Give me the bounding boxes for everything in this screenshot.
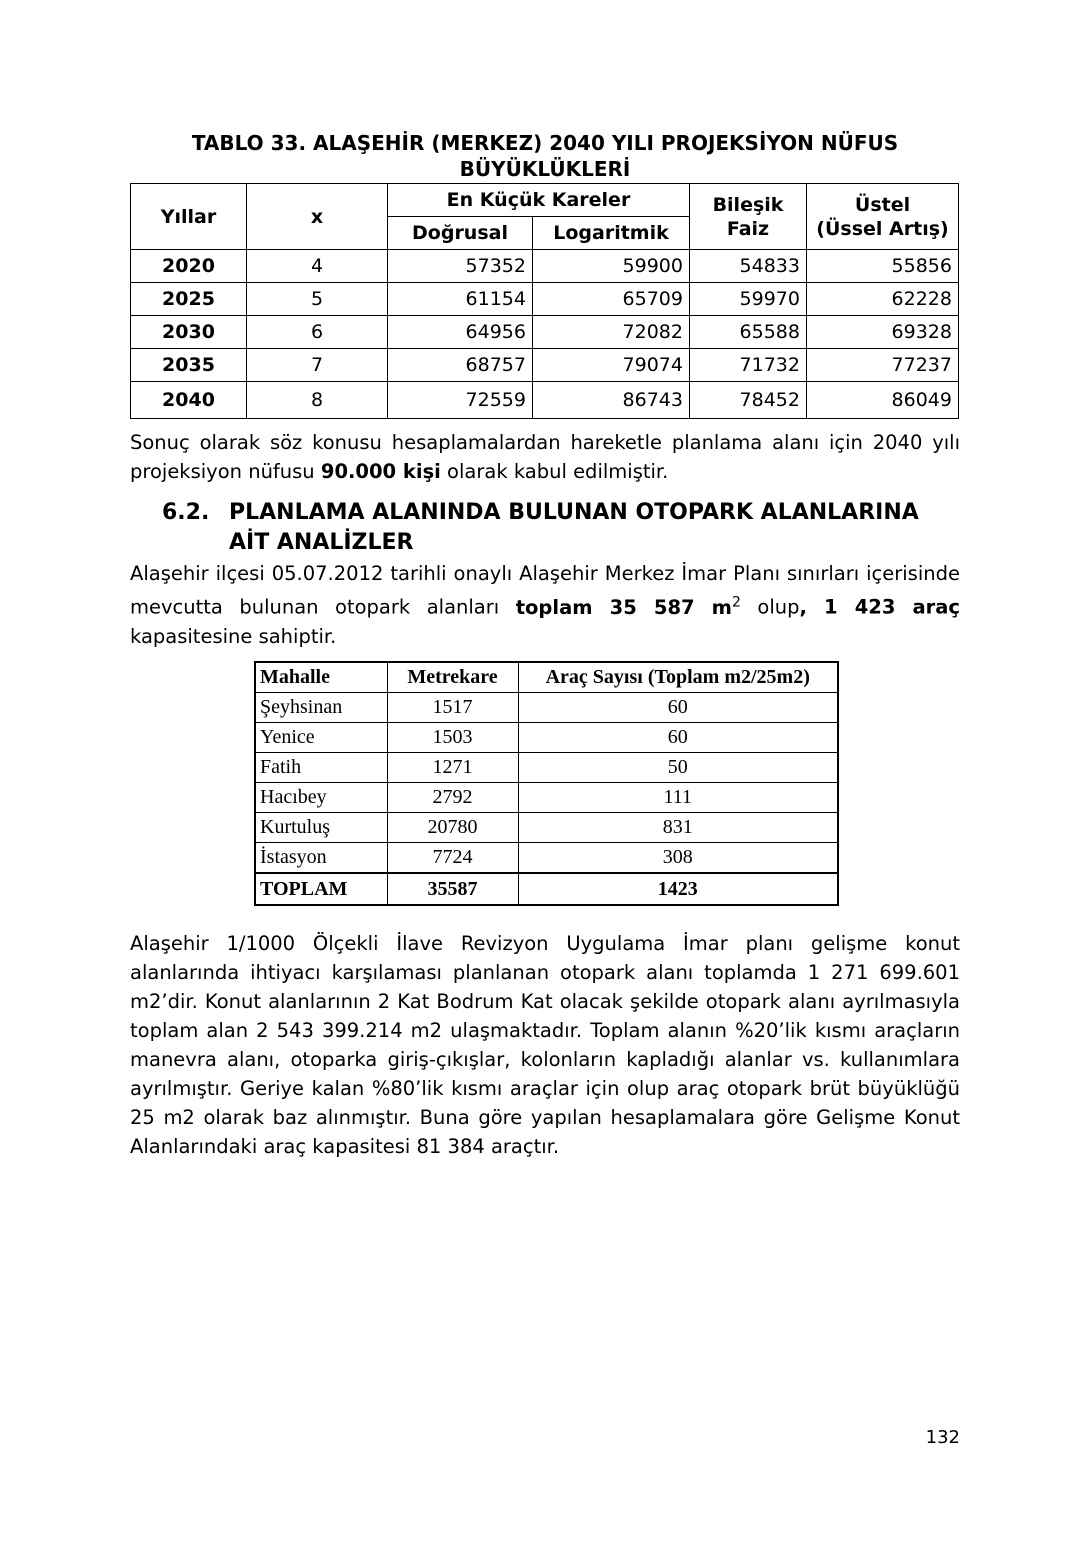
cell-district: Şeyhsinan (255, 693, 387, 723)
paragraph-text: olup (740, 595, 800, 619)
cell-compound: 59970 (690, 283, 807, 316)
cell-area: 20780 (387, 813, 518, 843)
cell-exponential: 62228 (807, 283, 959, 316)
cell-year: 2040 (131, 382, 247, 419)
cell-year: 2030 (131, 316, 247, 349)
cell-total-label: TOPLAM (255, 873, 387, 905)
table-row (255, 843, 838, 874)
cell-vehicles: 50 (518, 753, 838, 783)
cell-vehicles: 308 (518, 843, 838, 874)
cell-linear: 72559 (388, 382, 533, 419)
table-row (131, 250, 959, 283)
cell-logarithmic: 72082 (533, 316, 690, 349)
cell-compound: 65588 (690, 316, 807, 349)
superscript: 2 (732, 594, 741, 610)
page-number: 132 (925, 1427, 960, 1448)
vehicle-capacity-highlight: , 1 423 araç (799, 595, 960, 619)
cell-x: 7 (247, 349, 388, 382)
header-compound-interest (690, 184, 807, 250)
cell-logarithmic: 86743 (533, 382, 690, 419)
cell-district: Kurtuluş (255, 813, 387, 843)
cell-x: 8 (247, 382, 388, 419)
header-district: Mahalle (255, 662, 387, 693)
table-row (131, 316, 959, 349)
cell-compound: 54833 (690, 250, 807, 283)
cell-compound: 71732 (690, 349, 807, 382)
cell-year: 2025 (131, 283, 247, 316)
cell-compound: 78452 (690, 382, 807, 419)
table-row (255, 813, 838, 843)
total-area-text: toplam 35 587 m (515, 595, 732, 619)
cell-district: İstasyon (255, 843, 387, 874)
header-vehicles: Araç Sayısı (Toplam m2/25m2) (518, 662, 838, 693)
header-exponential-line2: (Üssel Artış) (816, 217, 949, 240)
paragraph-text: kapasitesine sahiptir. (130, 624, 337, 648)
cell-area: 7724 (387, 843, 518, 874)
cell-exponential: 55856 (807, 250, 959, 283)
table-row (255, 753, 838, 783)
cell-district: Yenice (255, 723, 387, 753)
parking-table (254, 661, 839, 906)
total-row (255, 873, 838, 905)
cell-x: 4 (247, 250, 388, 283)
table-row (131, 349, 959, 382)
cell-district: Fatih (255, 753, 387, 783)
section-title: PLANLAMA ALANINDA BULUNAN OTOPARK ALANLARINA AİT ANALİZLER (229, 500, 919, 555)
total-area-highlight (516, 596, 741, 619)
cell-exponential: 86049 (807, 382, 959, 419)
population-highlight: 90.000 kişi (320, 460, 441, 483)
cell-area: 1503 (387, 723, 518, 753)
cell-exponential: 69328 (807, 316, 959, 349)
cell-vehicles: 111 (518, 783, 838, 813)
cell-vehicles: 60 (518, 693, 838, 723)
cell-linear: 57352 (388, 250, 533, 283)
table-row (131, 382, 959, 419)
table-33-title: TABLO 33. ALAŞEHİR (MERKEZ) 2040 YILI PROJEKSİYON NÜFUS BÜYÜKLÜKLERİ (191, 131, 899, 181)
cell-logarithmic: 65709 (533, 283, 690, 316)
header-x: x (247, 184, 388, 250)
header-linear: Doğrusal (388, 217, 533, 250)
projection-conclusion-paragraph (130, 428, 960, 486)
header-compound-line1: Bileşik (712, 193, 784, 216)
cell-area: 2792 (387, 783, 518, 813)
paragraph-text: Sonuç olarak söz konusu hesaplamalardan hareketle planlama alanı için 2040 yılı projeksiyon nüfusu (130, 431, 960, 483)
cell-year: 2035 (131, 349, 247, 382)
cell-linear: 64956 (388, 316, 533, 349)
cell-logarithmic: 79074 (533, 349, 690, 382)
section-number: 6.2. (162, 500, 210, 525)
development-parking-paragraph: Alaşehir 1/1000 Ölçekli İlave Revizyon Uygulama İmar planı gelişme konut alanlarında ihtiyacı karşılaması planlanan otopark alanı toplamda 1 271 699.601 m2’dir. Konut alanlarının 2 Kat Bodrum Kat olacak şekilde otopark alanı ayrılmasıyla toplam alan 2 543 399.214 m2 ulaşmaktadır. Toplam alanın %20’lik kısmı araçların manevra alanı, otoparka giriş-çıkışlar, kolonların kapladığı alanlar vs. kullanımlara ayrılmıştır. Geriye kalan %80’lik kısmı araçlar için olup araç otopark brüt büyüklüğü 25 m2 olarak baz alınmıştır. Buna göre yapılan hesaplamalara göre Gelişme Konut Alanlarındaki araç kapasitesi 81 384 araçtır. (130, 932, 960, 1158)
cell-area: 1271 (387, 753, 518, 783)
parking-intro-paragraph (130, 559, 960, 651)
cell-linear: 61154 (388, 283, 533, 316)
cell-x: 5 (247, 283, 388, 316)
header-exponential (807, 184, 959, 250)
cell-linear: 68757 (388, 349, 533, 382)
table-row (255, 693, 838, 723)
table-row (131, 283, 959, 316)
header-compound-line2: Faiz (726, 217, 770, 240)
cell-district: Hacıbey (255, 783, 387, 813)
cell-exponential: 77237 (807, 349, 959, 382)
cell-logarithmic: 59900 (533, 250, 690, 283)
header-exponential-line1: Üstel (854, 193, 911, 216)
cell-total-vehicles: 1423 (518, 873, 838, 905)
projection-table (130, 183, 959, 419)
cell-vehicles: 60 (518, 723, 838, 753)
header-logarithmic: Logaritmik (533, 217, 690, 250)
cell-year: 2020 (131, 250, 247, 283)
header-least-squares: En Küçük Kareler (388, 184, 690, 217)
cell-x: 6 (247, 316, 388, 349)
table-row (255, 783, 838, 813)
header-years: Yıllar (131, 184, 247, 250)
paragraph-text: olarak kabul edilmiştir. (440, 460, 669, 483)
cell-area: 1517 (387, 693, 518, 723)
cell-vehicles: 831 (518, 813, 838, 843)
table-row (255, 723, 838, 753)
cell-total-area: 35587 (387, 873, 518, 905)
header-area: Metrekare (387, 662, 518, 693)
paragraph-text: Alaşehir ilçesi 05.07.2012 tarihli onaylı Alaşehir Merkez İmar Planı sınırları içerisinde mevcutta bulunan otopark alanları (130, 562, 960, 619)
